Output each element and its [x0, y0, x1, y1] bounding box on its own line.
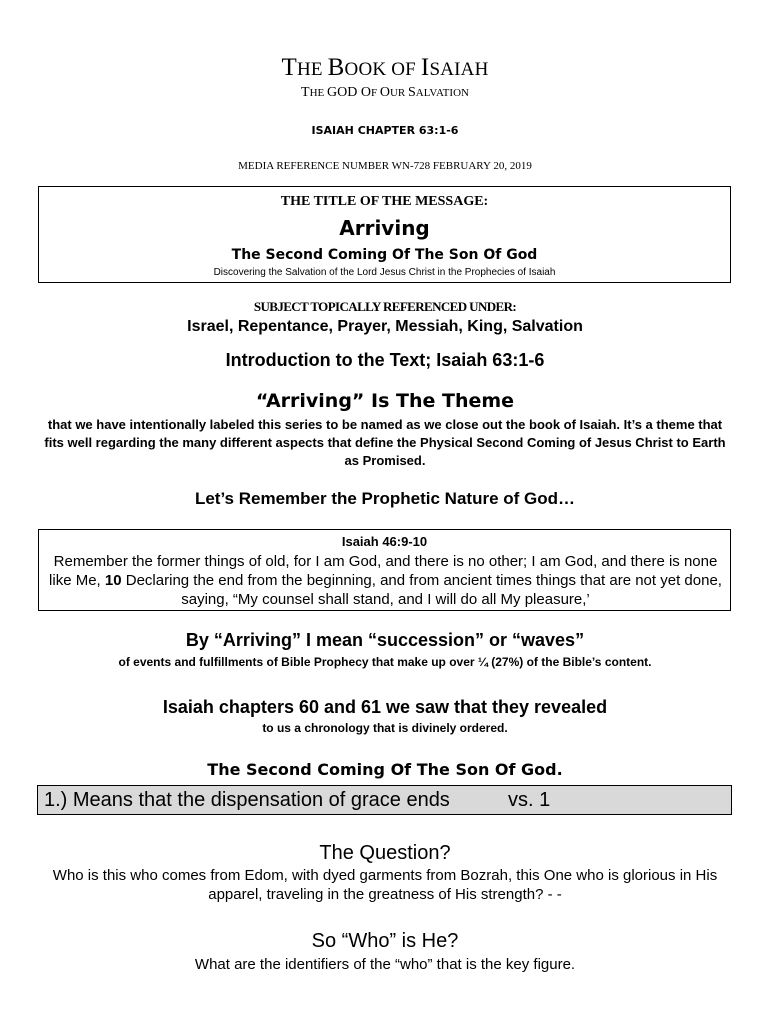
- message-subtitle: The Second Coming Of The Son Of God: [231, 247, 538, 263]
- question-text: Who is this who comes from Edom, with dyed garments from Bozrah, this One who is glorious in His apparel, traveling in the greatness of His strength? - -: [52, 867, 718, 903]
- message-title: Arriving: [339, 216, 430, 240]
- who-text: What are the identifiers of the “who” that is the key figure.: [194, 956, 576, 973]
- theme-text: that we have intentionally labeled this series to be named as we close out the book of Isaiah. It’s a theme that fits well regarding the many different aspects that define the Physical Second Coming of Jesus Christ to Earth as Promised.: [44, 417, 726, 468]
- point-bar: [37, 785, 732, 815]
- arriving-text: of events and fulfillments of Bible Prophecy that make up over ¼ (27%) of the Bible’s content.: [118, 655, 652, 669]
- intro-heading: Introduction to the Text; Isaiah 63:1-6: [225, 350, 545, 370]
- chapters-text: to us a chronology that is divinely ordered.: [262, 721, 508, 735]
- chapters-heading: Isaiah chapters 60 and 61 we saw that they revealed: [162, 697, 608, 717]
- point-text: 1.) Means that the dispensation of grace ends: [44, 789, 450, 811]
- verse-number: 10: [104, 572, 122, 589]
- theme-heading: “Arriving” Is The Theme: [255, 390, 515, 412]
- scripture-box: [38, 529, 731, 611]
- message-description: Discovering the Salvation of the Lord Jesus Christ in the Prophecies of Isaiah: [213, 267, 556, 278]
- page-subtitle: THE GOD OF OUR SALVATION: [301, 85, 469, 100]
- media-reference: MEDIA REFERENCE NUMBER WN-728 FEBRUARY 20, 2019: [238, 160, 532, 172]
- page-title: THE BOOK OF ISAIAH: [281, 54, 489, 81]
- second-coming-heading: The Second Coming Of The Son Of God.: [207, 760, 563, 779]
- arriving-heading: By “Arriving” I mean “succession” or “waves”: [185, 630, 585, 650]
- point-verse: vs. 1: [508, 789, 551, 811]
- subject-label: SUBJECT TOPICALLY REFERENCED UNDER:: [253, 299, 517, 314]
- scripture-verse: Remember the former things of old, for I am God, and there is no other; I am God, and there is none like Me, 10 Declaring the end from the beginning, and from ancient times things that are not yet done, saying, “My counsel shall stand, and I will do all My pleasure,’: [49, 553, 722, 608]
- message-title-label: THE TITLE OF THE MESSAGE:: [280, 194, 489, 209]
- message-title-box: [38, 186, 731, 283]
- chapter-reference: ISAIAH CHAPTER 63:1-6: [311, 124, 459, 137]
- scripture-reference: Isaiah 46:9-10: [341, 534, 428, 549]
- who-heading: So “Who” is He?: [311, 930, 459, 952]
- question-heading: The Question?: [319, 842, 451, 864]
- remember-heading: Let’s Remember the Prophetic Nature of God…: [194, 489, 576, 508]
- subject-topics: Israel, Repentance, Prayer, Messiah, King, Salvation: [187, 318, 583, 335]
